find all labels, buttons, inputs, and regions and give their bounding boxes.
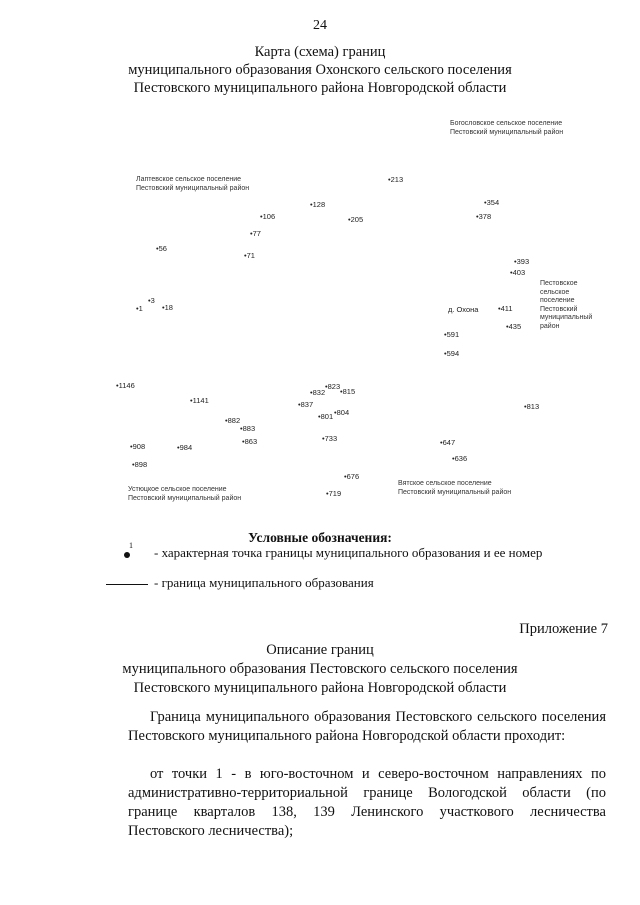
boundary-point: •832	[310, 388, 326, 397]
neighbor-label-line: Устюцкое сельское поселение	[128, 486, 227, 493]
settlement-label: д. Охона	[448, 305, 479, 314]
boundary-point: •18	[162, 303, 173, 312]
boundary-point: •435	[506, 322, 522, 331]
boundary-point: •815	[340, 387, 356, 396]
boundary-point: •863	[242, 437, 258, 446]
neighbor-label-line: Пестовский муниципальный район	[450, 128, 564, 136]
boundary-point: •882	[225, 416, 241, 425]
neighbor-bogoslovskoe	[450, 120, 563, 137]
boundary-point: •56	[156, 244, 167, 253]
page-number: 24	[313, 18, 327, 33]
boundary-point: •719	[326, 489, 342, 498]
boundary-point: •1	[136, 304, 143, 313]
boundary-point: •676	[344, 472, 360, 481]
boundary-point: •984	[177, 443, 193, 452]
map-title-line-3: Пестовского муниципального района Новгородской области	[133, 80, 507, 96]
boundary-point: •378	[476, 212, 492, 221]
neighbor-label-line: поселение	[540, 297, 575, 304]
boundary-point: •354	[484, 198, 500, 207]
boundary-point: •801	[318, 412, 334, 421]
boundary-point: •636	[452, 454, 468, 463]
neighbor-label-line: Пестовский муниципальный район	[398, 488, 512, 496]
boundary-point: •823	[325, 382, 341, 391]
neighbor-label-line: сельское	[540, 288, 570, 296]
neighbor-ustyutskoe	[128, 486, 241, 503]
desc-title-line-1: Описание границ	[266, 642, 374, 658]
boundary-point: •837	[298, 400, 314, 409]
boundary-point: •591	[444, 330, 460, 339]
boundary-point: •3	[148, 296, 155, 305]
neighbor-label-line: Лаптевское сельское поселение	[136, 176, 242, 183]
boundary-point: •898	[132, 460, 148, 469]
boundary-point: •804	[334, 408, 350, 417]
boundary-point: •71	[244, 251, 255, 260]
boundary-point: •77	[250, 229, 261, 238]
neighbor-label-line: Пестовское	[540, 280, 578, 287]
boundary-point-marker-icon	[124, 552, 130, 558]
boundary-point: •908	[130, 442, 146, 451]
neighbor-laptevskoe	[136, 176, 249, 193]
neighbor-label-line: Богословское сельское поселение	[450, 120, 563, 127]
neighbor-label-line: Пестовский муниципальный район	[136, 184, 250, 192]
boundary-point: •733	[322, 434, 338, 443]
boundary-point: •647	[440, 438, 456, 447]
desc-title-line-2: муниципального образования Пестовского сельского поселения	[122, 661, 518, 677]
legend-line-text: - граница муниципального образования	[154, 575, 374, 590]
neighbor-label-line: Пестовский	[540, 305, 578, 313]
boundary-point: •205	[348, 215, 364, 224]
boundary-point: •813	[524, 402, 540, 411]
map-title-line-1: Карта (схема) границ	[254, 44, 386, 60]
boundary-point: •411	[498, 304, 513, 313]
boundary-point: •1146	[116, 381, 135, 390]
boundary-map	[100, 112, 600, 517]
neighbor-label-line: Вятское сельское поселение	[398, 480, 492, 487]
boundary-point: •106	[260, 212, 276, 221]
neighbor-label-line: муниципальный	[540, 314, 593, 321]
description-paragraph-1: Граница муниципального образования Пестовского сельского поселения Пестовского муниципального района Новгородской области проходит:	[128, 709, 606, 744]
legend-title: Условные обозначения:	[248, 530, 392, 545]
legend-point-text: - характерная точка границы муниципального образования и ее номер	[154, 545, 543, 560]
boundary-point: •128	[310, 200, 326, 209]
neighbor-label-line: район	[540, 322, 560, 330]
boundary-point: •883	[240, 424, 256, 433]
legend-marker-number: 1	[129, 541, 133, 550]
boundary-point: •403	[510, 268, 526, 277]
boundary-point: •213	[388, 175, 404, 184]
map-title-line-2: муниципального образования Охонского сельского поселения	[128, 62, 512, 78]
neighbor-vyatskoe	[398, 480, 511, 497]
boundary-point: •393	[514, 257, 530, 266]
desc-title-line-3: Пестовского муниципального района Новгородской области	[133, 680, 507, 696]
neighbor-label-line: Пестовский муниципальный район	[128, 494, 242, 502]
appendix-label: Приложение 7	[519, 621, 608, 637]
neighbor-pestovskoe	[540, 280, 592, 331]
boundary-line-sample	[106, 584, 148, 585]
boundary-point: •594	[444, 349, 460, 358]
description-paragraph-2: от точки 1 - в юго-восточном и северо-восточном направлениях по административно-территориальной границе Вологодской области (по границе кварталов 138, 139 Ленинского участкового лесничества Пестовского лесничества);	[128, 766, 606, 839]
boundary-point: •1141	[190, 396, 209, 405]
